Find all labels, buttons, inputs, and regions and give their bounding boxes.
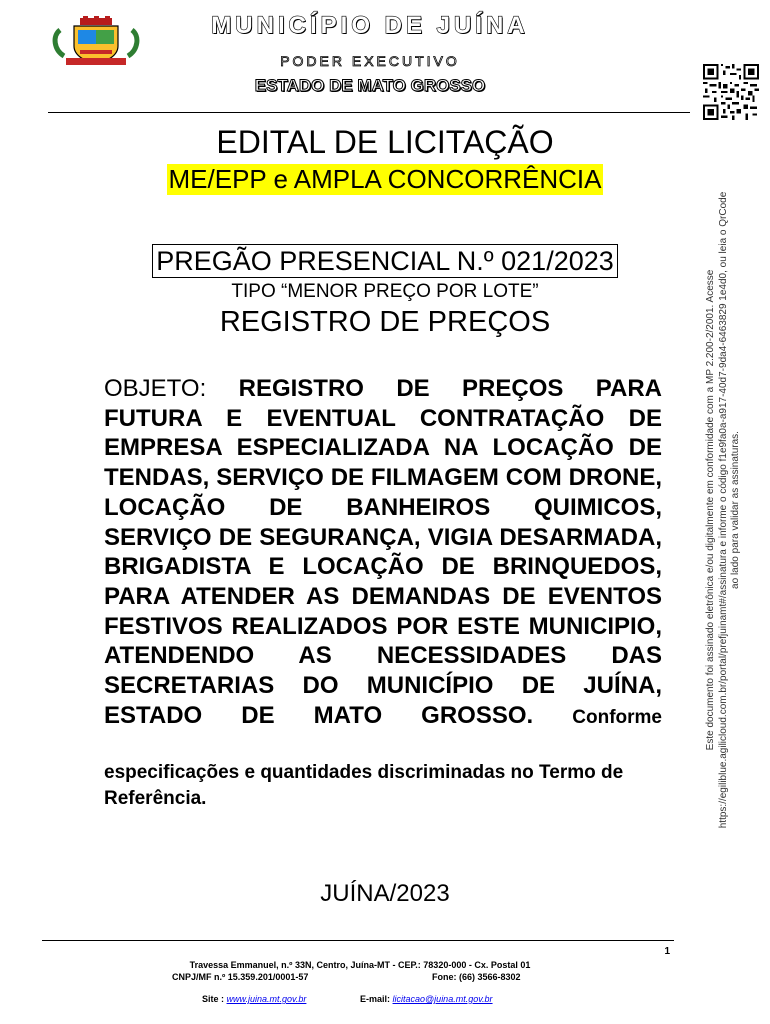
- stamp-line-2: https://egiliblue.agilicloud.com.br/portal/prefjuinamt#/assinatura e informe o código f1e9fa0a-a917-40d7-9da4-6463829 1e4d0, ou leia o QrCode: [717, 191, 729, 829]
- email-link[interactable]: licitacao@juina.mt.gov.br: [392, 994, 493, 1004]
- stamp-line-3: ao lado para validar as assinaturas.: [730, 431, 741, 589]
- municipal-coat-of-arms-icon: [50, 16, 142, 66]
- object-text: REGISTRO DE PREÇOS PARA FUTURA E EVENTUAL CONTRATAÇÃO DE EMPRESA ESPECIALIZADA NA LOCAÇÃO DE TENDAS, SERVIÇO DE FILMAGEM COM DRONE, LOCAÇÃO DE BANHEIROS QUIMICOS, SERVIÇO DE SEGURANÇA, VIGIA DESARMADA, BRIGADISTA E LOCAÇÃO DE BRINQUEDOS, PARA ATENDER AS DEMANDAS DE EVENTOS FESTIVOS REALIZADOS POR ESTE MUNICIPIO, ATENDENDO AS NECESSIDADES DAS SECRETARIAS DO MUNICÍPIO DE JUÍNA, ESTADO DE MATO GROSSO.: [104, 375, 662, 729]
- footer-phone: Fone: (66) 3566-8302: [432, 972, 521, 982]
- object-label: OBJETO:: [104, 375, 207, 402]
- price-registry: REGISTRO DE PREÇOS: [219, 306, 551, 338]
- footer-cnpj: CNPJ/MF n.º 15.359.201/0001-57: [172, 972, 309, 982]
- qr-code-icon: [703, 64, 759, 120]
- pregao-container: [100, 244, 670, 278]
- object-specification: especificações e quantidades discriminadas no Termo de Referência.: [104, 762, 624, 809]
- site-link[interactable]: www.juina.mt.gov.br: [226, 994, 307, 1004]
- bid-type: TIPO “MENOR PREÇO POR LOTE”: [231, 281, 539, 302]
- page-number: 1: [664, 946, 670, 957]
- city-year: JUÍNA/2023: [320, 880, 450, 907]
- footer-email: [360, 994, 493, 1004]
- state-name: ESTADO DE MATO GROSSO: [254, 76, 486, 95]
- object-paragraph: [104, 374, 662, 732]
- executive-branch: PODER EXECUTIVO: [280, 53, 460, 69]
- footer-address: Travessa Emmanuel, n.º 33N, Centro, Juína-MT - CEP.: 78320-000 - Cx. Postal 01: [189, 960, 531, 970]
- footer-site-label: Site :: [202, 994, 225, 1004]
- header-divider: [48, 112, 690, 113]
- stamp-line-1: Este documento foi assinado eletrônica e/ou digitalmente em conformidade com a MP 2.200-2/2001. Acesse: [705, 269, 716, 751]
- footer-site: [202, 994, 306, 1004]
- document-subtitle: ME/EPP e AMPLA CONCORRÊNCIA: [168, 164, 602, 194]
- subtitle-container: [100, 164, 670, 195]
- footer-divider: [42, 940, 674, 941]
- digital-signature-stamp: [705, 150, 743, 870]
- object-conforme: Conforme: [572, 706, 662, 728]
- municipality-name: MUNICÍPIO DE JUÍNA: [211, 12, 529, 39]
- footer-email-label: E-mail:: [360, 994, 391, 1004]
- pregao-number: PREGÃO PRESENCIAL N.º 021/2023: [152, 244, 618, 278]
- document-title: EDITAL DE LICITAÇÃO: [216, 124, 554, 160]
